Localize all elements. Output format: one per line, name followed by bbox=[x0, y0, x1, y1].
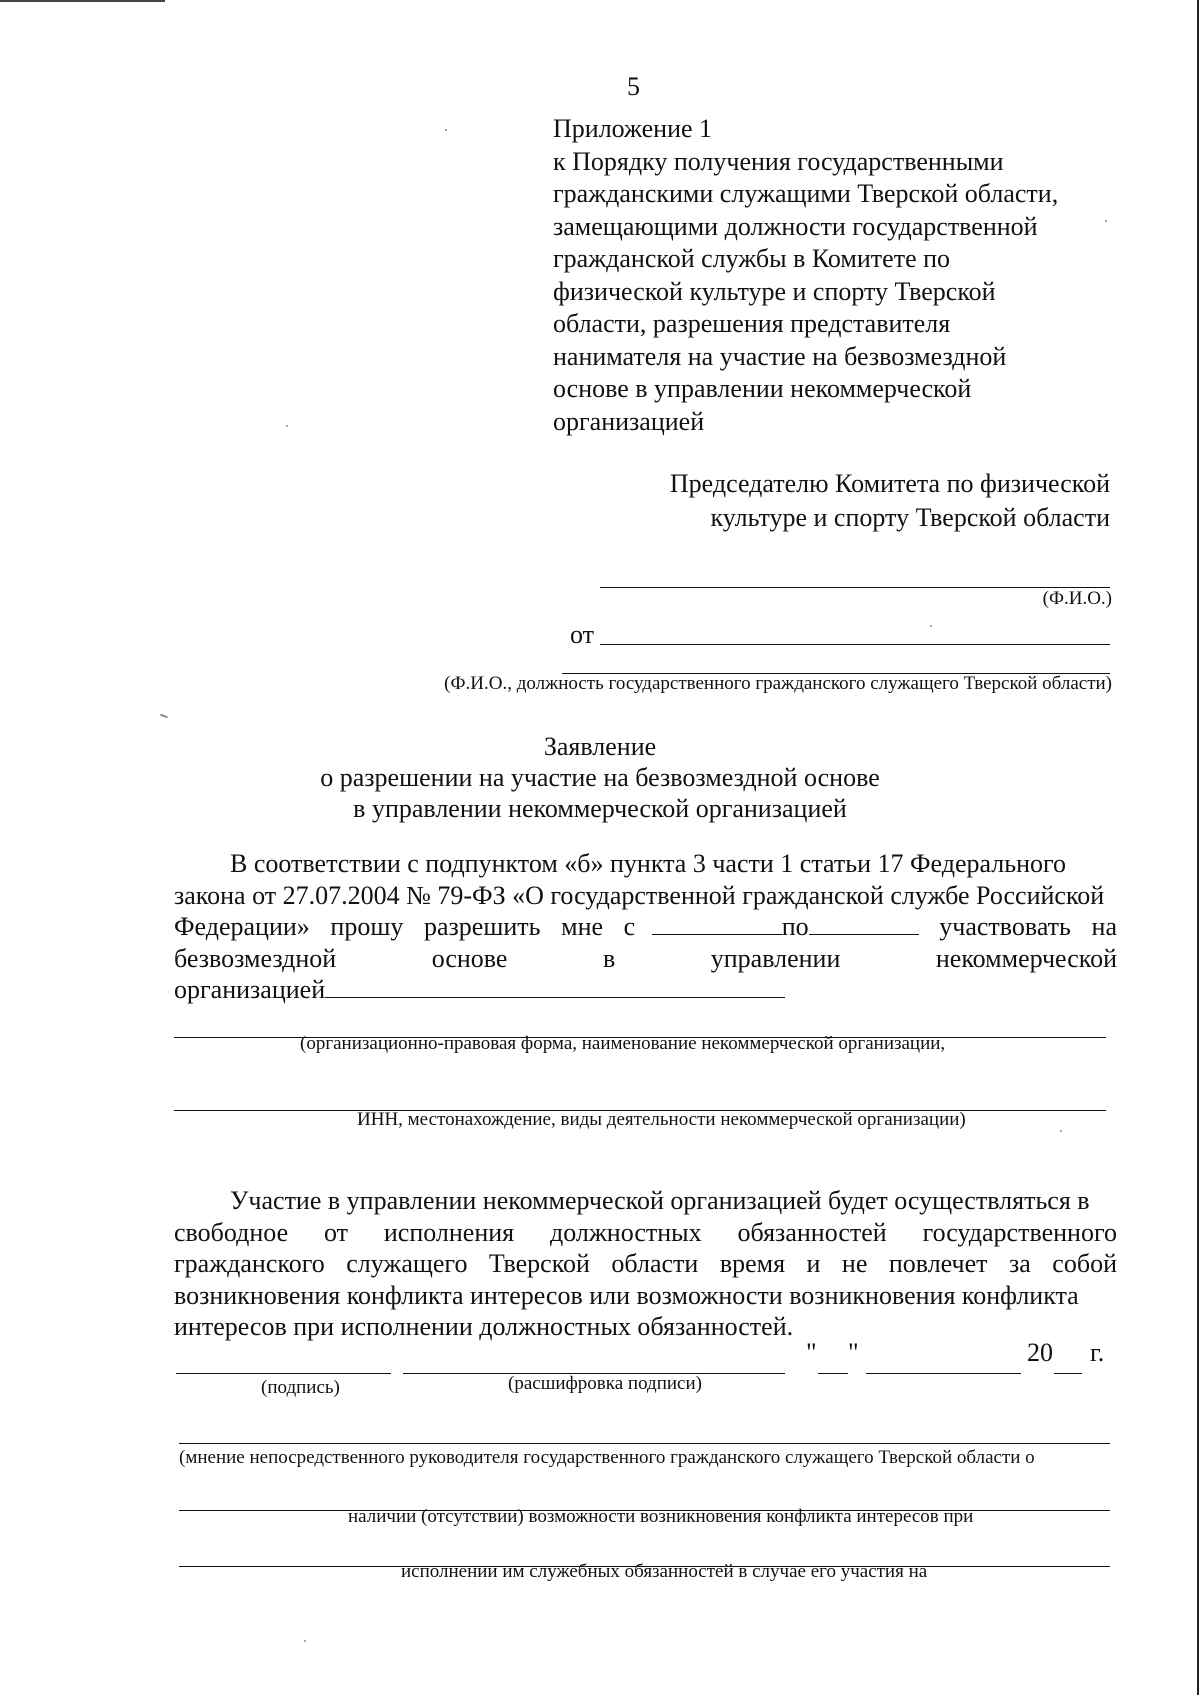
word: гражданского bbox=[174, 1249, 325, 1278]
from-label: от bbox=[570, 620, 595, 649]
from-caption: (Ф.И.О., должность государственного гражданского служащего Тверской области) bbox=[444, 673, 1112, 694]
annex-line: основе в управлении некоммерческой bbox=[553, 374, 972, 403]
word: области bbox=[611, 1249, 699, 1278]
annex-line: гражданской службы в Комитете по bbox=[553, 244, 951, 273]
annex-title: Приложение 1 bbox=[553, 114, 713, 143]
word: не bbox=[841, 1249, 868, 1278]
chairman-fio-line[interactable] bbox=[600, 587, 1110, 588]
paragraph-line bbox=[174, 1185, 1117, 1217]
date-year-suffix: г. bbox=[1090, 1338, 1105, 1367]
statement-title-line: о разрешении на участие на безвозмездной основе bbox=[320, 763, 880, 792]
scan-speck bbox=[304, 1640, 306, 1642]
date-quote-close: " bbox=[848, 1338, 859, 1367]
annex-line: замещающими должности государственной bbox=[553, 211, 1038, 241]
word: и bbox=[806, 1249, 821, 1278]
scan-speck bbox=[1060, 1130, 1062, 1132]
paragraph-line bbox=[174, 1217, 1117, 1249]
statement-title bbox=[0, 731, 1200, 824]
word: служащего bbox=[346, 1249, 468, 1278]
word: прошу bbox=[330, 912, 404, 941]
addressee-line: Председателю Комитета по физической bbox=[669, 469, 1110, 498]
signature-decode-caption: (расшифровка подписи) bbox=[508, 1373, 702, 1394]
organization-caption-2: ИНН, местонахождение, виды деятельности некоммерческой организации) bbox=[357, 1109, 966, 1130]
organization-caption-1: (организационно-правовая форма, наименование некоммерческой организации, bbox=[300, 1033, 946, 1054]
annex-line: нанимателя на участие на безвозмездной bbox=[553, 341, 1007, 371]
opinion-caption-3: исполнении им служебных обязанностей в случае его участия на bbox=[401, 1561, 928, 1582]
scan-speck bbox=[445, 129, 447, 131]
word: время bbox=[719, 1249, 786, 1278]
word: мне bbox=[561, 912, 604, 941]
date-month-field[interactable] bbox=[866, 1373, 1021, 1374]
opinion-line-1[interactable] bbox=[179, 1443, 1110, 1444]
word: должностных bbox=[549, 1217, 702, 1247]
annex-line: гражданскими служащими Тверской области, bbox=[553, 179, 1059, 208]
word: за bbox=[1009, 1249, 1031, 1278]
from-line[interactable] bbox=[600, 644, 1110, 645]
scan-speck bbox=[160, 714, 168, 718]
page-number: 5 bbox=[627, 72, 640, 101]
date-range-group bbox=[624, 911, 919, 943]
date-year-field[interactable] bbox=[1054, 1373, 1082, 1374]
word: с bbox=[623, 912, 636, 941]
word: управлении bbox=[710, 943, 841, 973]
scan-edge-top bbox=[0, 0, 165, 2]
signature-line[interactable] bbox=[176, 1373, 391, 1374]
scan-edge-right bbox=[1197, 0, 1199, 1695]
word: организацией bbox=[174, 975, 326, 1004]
word: исполнения bbox=[383, 1217, 515, 1247]
word: безвозмездной bbox=[174, 943, 337, 973]
paragraph-line bbox=[174, 1311, 1117, 1343]
addressee-block bbox=[670, 467, 1110, 535]
paragraph-line bbox=[174, 911, 1117, 943]
annex-line: физической культуре и спорту Тверской bbox=[553, 276, 996, 306]
paragraph-line bbox=[174, 848, 1117, 880]
statement-title-line: Заявление bbox=[543, 732, 657, 761]
paragraph-line bbox=[174, 1248, 1117, 1280]
addressee-line: культуре и спорту Тверской области bbox=[710, 503, 1110, 532]
paragraph-line bbox=[174, 1280, 1117, 1312]
date-to-field[interactable] bbox=[809, 912, 919, 935]
scan-speck bbox=[1105, 220, 1107, 222]
statement-title-line: в управлении некоммерческой организацией bbox=[353, 794, 847, 823]
paragraph-text: возникновения конфликта интересов или возможности возникновения конфликта bbox=[174, 1280, 1079, 1310]
date-day-field[interactable] bbox=[818, 1373, 848, 1374]
annex-line: организацией bbox=[553, 406, 705, 436]
opinion-caption-2: наличии (отсутствии) возможности возникновения конфликта интересов при bbox=[348, 1506, 974, 1527]
word: разрешить bbox=[423, 912, 541, 941]
word: по bbox=[781, 912, 809, 941]
word: в bbox=[602, 943, 616, 973]
signature-caption: (подпись) bbox=[261, 1377, 340, 1398]
word: повлечет bbox=[888, 1249, 988, 1278]
word: основе bbox=[431, 943, 508, 973]
paragraph-line bbox=[174, 880, 1117, 912]
paragraph-line bbox=[174, 943, 1117, 975]
scan-speck bbox=[930, 625, 932, 627]
chairman-fio-caption: (Ф.И.О.) bbox=[1042, 588, 1112, 609]
word: участвовать bbox=[939, 912, 1071, 941]
date-year-prefix: 20 bbox=[1027, 1338, 1053, 1367]
word: на bbox=[1091, 912, 1117, 941]
paragraph-text: интересов при исполнении должностных обязанностей. bbox=[174, 1312, 794, 1341]
organization-field[interactable] bbox=[325, 975, 785, 998]
paragraph-1 bbox=[174, 848, 1117, 1006]
annex-line: области, разрешения представителя bbox=[553, 309, 951, 338]
word: некоммерческой bbox=[935, 943, 1117, 973]
paragraph-2 bbox=[174, 1185, 1117, 1343]
word: свободное bbox=[174, 1217, 289, 1247]
word: государственного bbox=[922, 1217, 1117, 1247]
word: от bbox=[323, 1217, 349, 1247]
date-quote-open: " bbox=[806, 1338, 817, 1367]
annex-header bbox=[553, 113, 1058, 438]
paragraph-line bbox=[174, 974, 1117, 1006]
date-from-field[interactable] bbox=[652, 912, 782, 935]
opinion-caption-1: (мнение непосредственного руководителя государственного гражданского служащего Тверской области о bbox=[179, 1447, 1035, 1468]
word: собой bbox=[1052, 1249, 1117, 1278]
word: обязанностей bbox=[737, 1217, 887, 1247]
paragraph-text: Участие в управлении некоммерческой организацией будет осуществляться в bbox=[230, 1186, 1090, 1215]
paragraph-text: В соответствии с подпунктом «б» пункта 3 части 1 статьи 17 Федерального bbox=[230, 849, 1067, 878]
scan-speck bbox=[286, 425, 288, 427]
paragraph-text: закона от 27.07.2004 № 79-ФЗ «О государственной гражданской службе Российской bbox=[174, 880, 1105, 910]
word: Тверской bbox=[488, 1249, 590, 1278]
annex-line: к Порядку получения государственными bbox=[553, 146, 1004, 176]
word: Федерации» bbox=[174, 912, 310, 941]
